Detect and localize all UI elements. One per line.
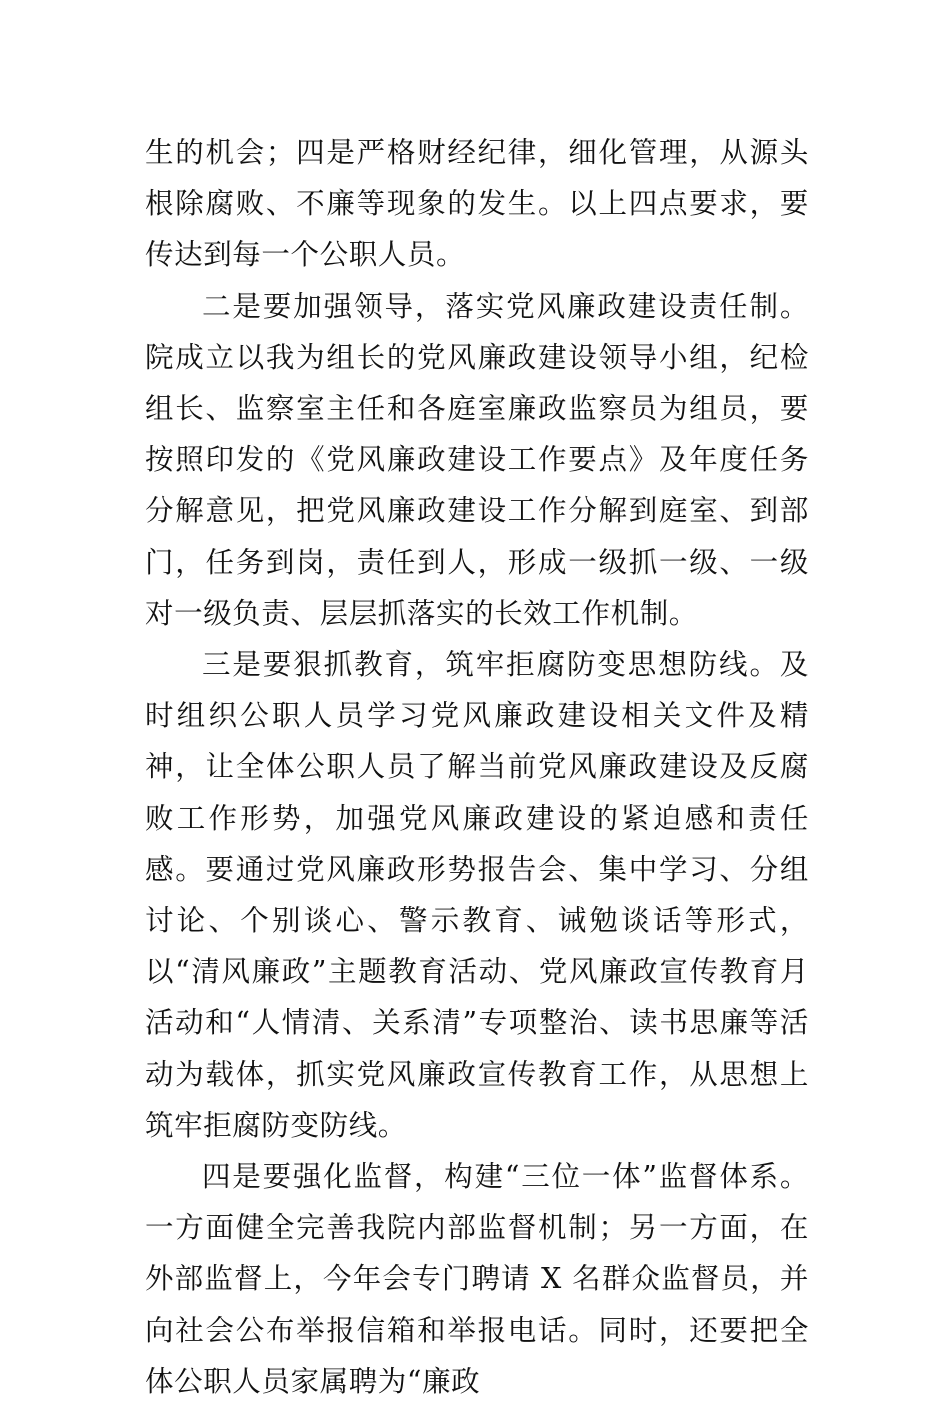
document-body	[145, 127, 809, 1407]
paragraph-4: 四是要强化监督，构建“三位一体”监督体系。一方面健全完善我院内部监督机制；另一方面，在外部监督上，今年会专门聘请 X 名群众监督员，并向社会公布举报信箱和举报电话。同时，还要把全体公职人员家属聘为“廉政	[145, 1160, 809, 1398]
paragraph-1: 生的机会；四是严格财经纪律，细化管理，从源头根除腐败、不廉等现象的发生。以上四点要求，要传达到每一个公职人员。	[145, 136, 809, 272]
paragraph-2: 二是要加强领导，落实党风廉政建设责任制。院成立以我为组长的党风廉政建设领导小组，纪检组长、监察室主任和各庭室廉政监察员为组员，要按照印发的《党风廉政建设工作要点》及年度任务分解意见，把党风廉政建设工作分解到庭室、到部门，任务到岗，责任到人，形成一级抓一级、一级对一级负责、层层抓落实的长效工作机制。	[145, 289, 809, 630]
paragraph-3: 三是要狠抓教育，筑牢拒腐防变思想防线。及时组织公职人员学习党风廉政建设相关文件及精神，让全体公职人员了解当前党风廉政建设及反腐败工作形势，加强党风廉政建设的紧迫感和责任感。要通过党风廉政形势报告会、集中学习、分组讨论、个别谈心、警示教育、诫勉谈话等形式，以“清风廉政”主题教育活动、党风廉政宣传教育月活动和“人情清、关系清”专项整治、读书思廉等活动为载体，抓实党风廉政宣传教育工作，从思想上筑牢拒腐防变防线。	[145, 648, 809, 1142]
